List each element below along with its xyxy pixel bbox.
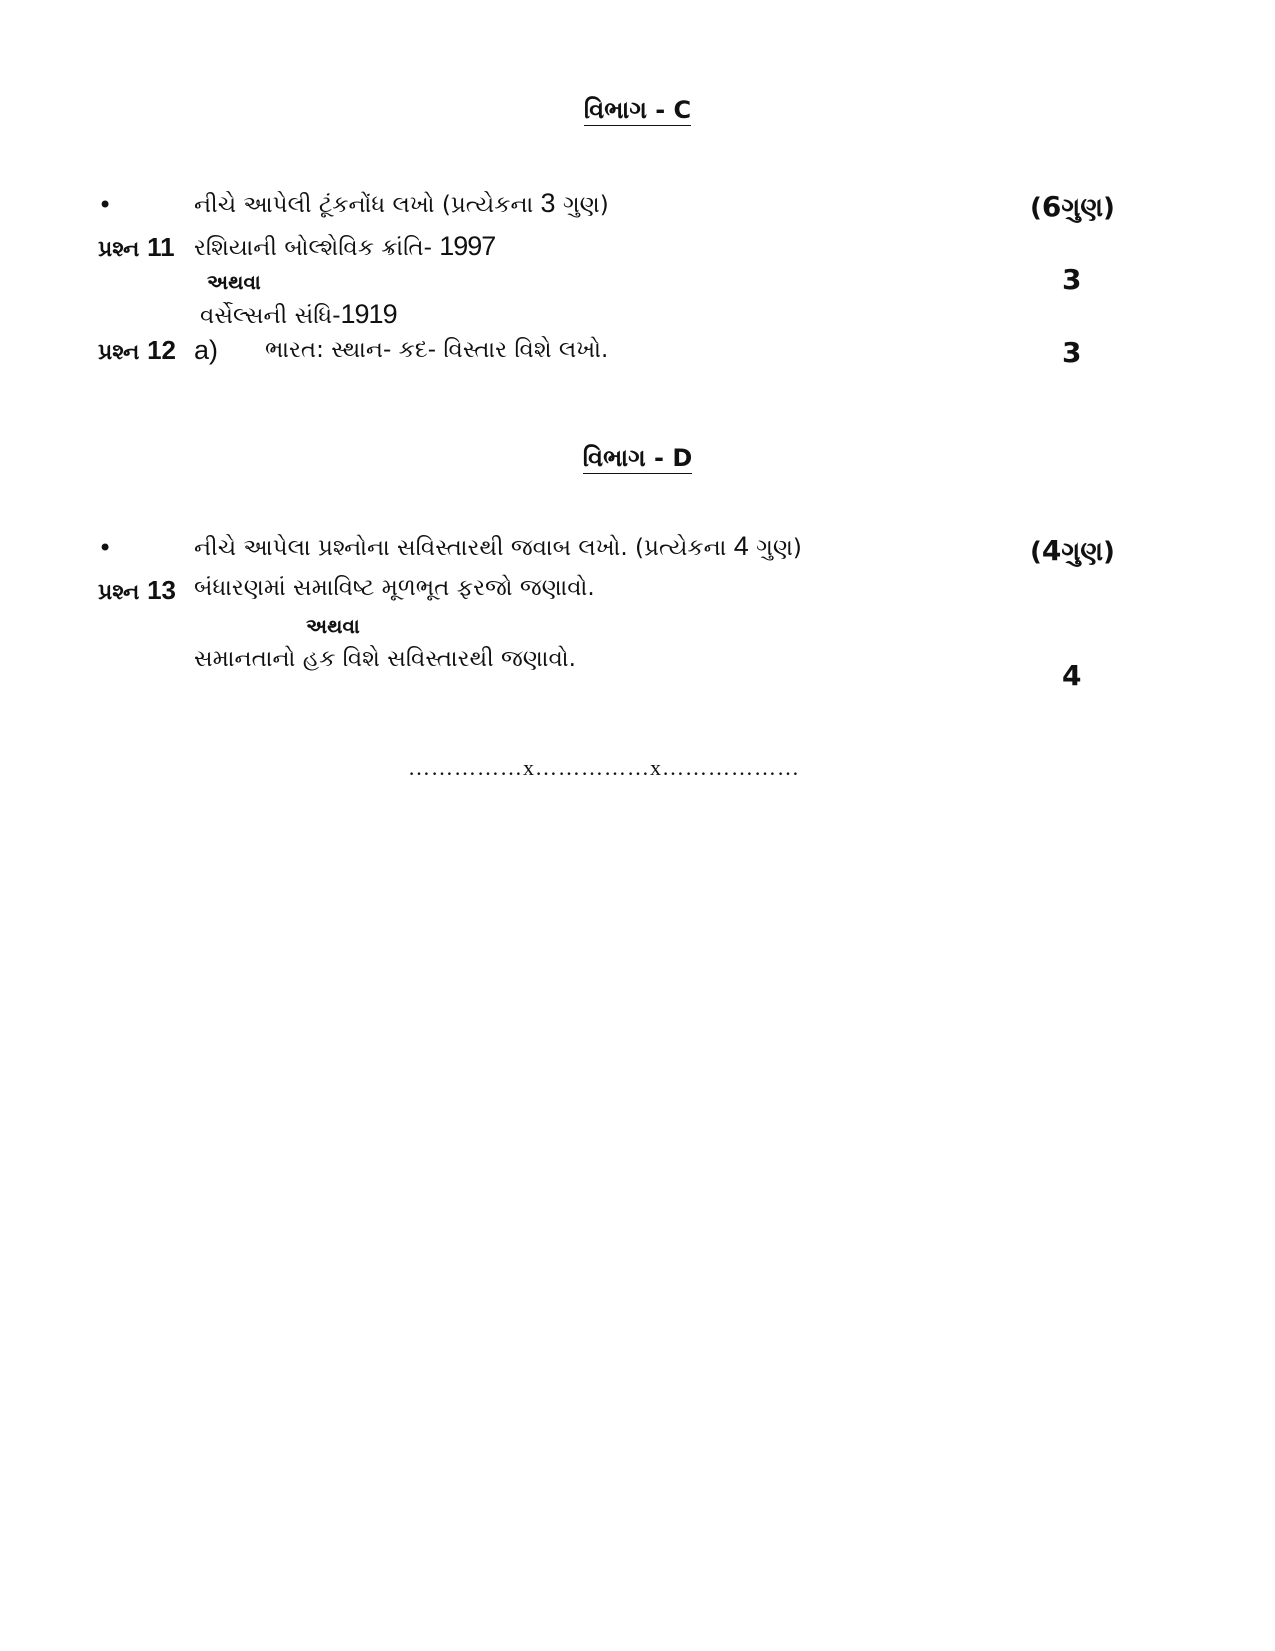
section-c-bullet: • bbox=[98, 191, 113, 219]
section-c-instruction-num: 3 bbox=[540, 188, 556, 218]
q11-alt-text: વર્સેલ્સની સંધિ- bbox=[200, 303, 341, 329]
q13-label-text: પ્રશ્ન bbox=[98, 580, 140, 605]
section-c-instruction bbox=[194, 188, 609, 219]
section-d-instruction-text: નીચે આપેલા પ્રશ્નોના સવિસ્તારથી જવાબ લખો. (પ્રત્યેકના bbox=[194, 535, 727, 561]
q12-marks: 3 bbox=[1062, 336, 1082, 369]
q11-alt-question bbox=[200, 299, 397, 330]
section-d-title: વિભાગ - D bbox=[582, 444, 693, 472]
q12-label bbox=[98, 335, 176, 366]
q11-or: અથવા bbox=[207, 270, 261, 294]
q11-label bbox=[98, 232, 175, 263]
q13-text: બંધારણમાં સમાવિષ્ટ મૂળભૂત ફરજો જણાવો. bbox=[194, 575, 595, 601]
section-c-total-marks bbox=[1030, 190, 1115, 224]
section-d-total-marks bbox=[1030, 534, 1115, 568]
q13-label bbox=[98, 575, 176, 606]
section-d-instruction-num: 4 bbox=[733, 531, 749, 561]
q12-text: ભારત: સ્થાન- કદ- વિસ્તાર વિશે લખો. bbox=[265, 337, 609, 363]
q11-year: 1997 bbox=[439, 231, 496, 261]
q11-text: રશિયાની બોલ્શેવિક ક્રાંતિ- bbox=[194, 235, 432, 261]
q12-label-text: પ્રશ્ન bbox=[98, 340, 140, 365]
section-d-total-marks-num: 4 bbox=[1041, 534, 1062, 567]
q13-number: 13 bbox=[147, 575, 176, 605]
q11-number: 11 bbox=[147, 232, 175, 262]
q11-alt-year: 1919 bbox=[340, 299, 397, 329]
section-d-total-marks-close: ગુણ) bbox=[1061, 537, 1115, 567]
section-c-title: વિભાગ - C bbox=[583, 96, 692, 124]
q11-question bbox=[194, 231, 495, 262]
q12-number: 12 bbox=[147, 335, 176, 365]
q12-sub: a) bbox=[194, 335, 219, 365]
q13-alt-text: સમાનતાનો હક વિશે સવિસ્તારથી જણાવો. bbox=[194, 646, 576, 672]
section-d-instruction bbox=[194, 531, 802, 562]
section-c-instruction-tail: ગુણ) bbox=[562, 192, 609, 218]
section-c-total-marks-close: ગુણ) bbox=[1061, 193, 1115, 223]
section-d-instruction-tail: ગુણ) bbox=[756, 535, 802, 561]
end-separator: ……………x……………x……………… bbox=[408, 755, 800, 780]
q11-label-text: પ્રશ્ન bbox=[98, 237, 140, 262]
section-c-total-marks-open: ( bbox=[1030, 193, 1042, 223]
q13-or: અથવા bbox=[306, 614, 360, 638]
q11-marks: 3 bbox=[1062, 263, 1082, 296]
q13-marks: 4 bbox=[1062, 659, 1082, 692]
section-d-total-marks-open: ( bbox=[1030, 537, 1042, 567]
section-c-instruction-text: નીચે આપેલી ટૂંકનોંધ લખો (પ્રત્યેકના bbox=[194, 192, 534, 218]
section-d-bullet: • bbox=[98, 534, 113, 562]
section-c-total-marks-num: 6 bbox=[1041, 190, 1062, 223]
